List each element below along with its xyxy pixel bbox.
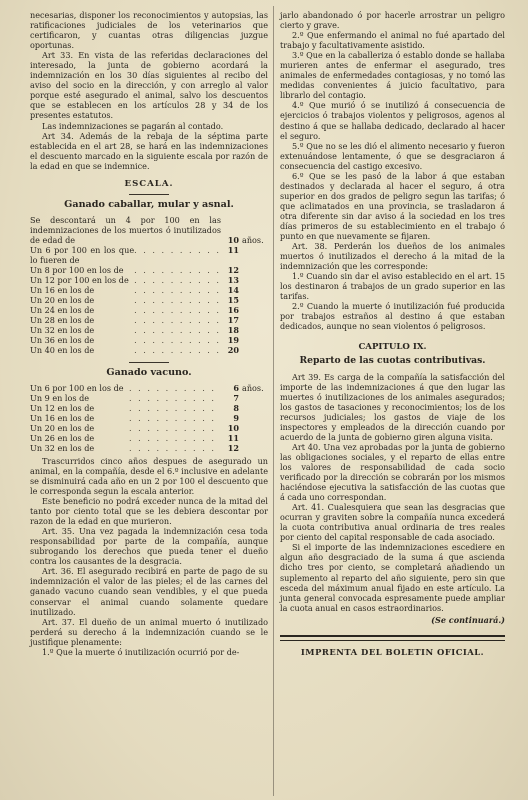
leader-dots: . . . . . . . . . . [134, 285, 221, 296]
paragraph: 2.º Que enfermando el animal no fué apartado del trabajo y facultativamente asistido. [280, 30, 505, 51]
table-cell [239, 413, 268, 423]
leader-dots: . . . . . . . . . . [129, 432, 216, 443]
paragraph: 6.º Que se les pasó de la labor á que estaban destinados y declarada al hacer el seguro, á otra superior en dos grados de peligro segun las tarifas; ó que aclimatados en una provincia, se trasladaron á otra diferente sin dar aviso á la sociedad en los tres días primeros de su establecimiento en el trabajo ó punto en que nuevamente se fijaren. [280, 170, 505, 242]
table-row [30, 325, 268, 335]
divider [129, 362, 169, 363]
leader-dots: . . . . . . . . . . [134, 335, 221, 346]
table-row [30, 433, 268, 443]
scale-table-caballar [30, 215, 268, 245]
article-36: Art. 36. El asegurado recibirá en parte de pago de su indemnización el valor de las pieles; el de las carnes del ganado vacuno cuando sean vendibles, y el que pueda conservar el animal cuando solamente quedare inutilizado. [30, 566, 268, 617]
leader-dots: . . . . . . . . . . [129, 442, 216, 453]
table-row [30, 215, 268, 245]
escala-heading: ESCALA. [124, 178, 174, 189]
table-cell: Un 12 por 100 en los de [30, 275, 129, 286]
ganado-caballar-heading: Ganado caballar, mular y asnal. [64, 198, 234, 210]
chapter-heading: CAPITULO IX. [358, 341, 427, 352]
table-cell: 10 [227, 422, 239, 433]
table-cell: 11 [227, 244, 239, 255]
leader-dots: . . . . . . . . . . [134, 295, 221, 306]
chapter-title: Reparto de las cuotas contributivas. [299, 354, 486, 366]
table-cell [239, 403, 268, 413]
table-row [30, 285, 268, 295]
article-34: Art 34. Además de la rebaja de la séptima parte establecida en el art 28, se hará en las indemnizaciones el descuento marcado en la siguiente escala por razón de la edad en que se indemnice. [30, 130, 268, 171]
table-row [30, 383, 268, 393]
table-cell [239, 423, 268, 433]
table-cell: 12 [227, 265, 239, 276]
leader-dots: . . . . . . . . . . [134, 325, 221, 336]
table-cell [239, 275, 268, 285]
table-cell: años. [242, 382, 264, 393]
leader-dots: . . . . . . . . . . [129, 382, 216, 393]
table-row [30, 443, 268, 453]
table-row [30, 423, 268, 433]
paragraph: Si el importe de las indemnizaciones escediere en algun año desgraciado de la suma á que ascienda dicho tres por ciento, se completará añadiendo un suplemento al reparto del año siguiente, pero sin que esceda del máximum anual fijado en este artículo. La junta general convocada espresamente puede ampliar la cuota anual en casos estraordinarios. [280, 542, 505, 613]
table-cell [239, 443, 268, 453]
table-cell [239, 245, 268, 265]
leader-dots: . . . . . . . . . . [129, 402, 216, 413]
table-cell: Un 16 en los de [30, 412, 95, 423]
table-cell: Un 12 en los de [30, 402, 95, 413]
table-cell: 15 [227, 295, 239, 306]
leader-dots: . . . . . . . . . . [129, 412, 216, 423]
table-cell [239, 325, 268, 335]
table-cell: Un 9 en los de [30, 392, 90, 403]
leader-dots: . . . . . . . . . . [134, 305, 221, 316]
table-row [30, 275, 268, 285]
table-cell: Un 40 en los de [30, 345, 95, 356]
article-40: Art 40. Una vez aprobadas por la junta de gobierno las obligaciones sociales, y el reparto de ellas entre los valores de responsabilidad de cada socio verificado por la dirección se cobrarán por los mismos haciéndose ejecutiva la satisfacción de las cuotas que á cada uno correspondan. [280, 441, 505, 503]
table-cell: 12 [227, 442, 239, 453]
paragraph: 2.º Cuando la muerte ó inutilización fué producida por trabajos estraños al destino á que estaban dedicados, aunque no sean violentos ó peligrosos. [280, 301, 505, 332]
table-row [30, 245, 268, 265]
table-cell: Un 6 por 100 en los que lo fueren de [30, 244, 135, 266]
paragraph: jarlo abandonado ó por hacerle arrostrar un peligro cierto y grave. [280, 10, 505, 31]
table-cell: 19 [227, 335, 239, 346]
article-38: Art. 38. Perderán los dueños de los animales muertos ó inutilizados el derecho á la mitad de la indemnización que les corresponde: [280, 241, 505, 272]
paragraph: 4.º Que murió ó se inutilizó á consecuencia de ejercicios ó trabajos violentos y peligrosos, agenos al destino á que se hallaba dedicado, declarado al hacer el seguro. [280, 100, 505, 141]
table-cell [239, 345, 268, 355]
leader-dots: . . . . . . . . . . [134, 275, 221, 286]
table-cell [239, 285, 268, 295]
paragraph: 3.º Que en la caballeriza ó establo donde se hallaba murieren antes de enfermar el asegurado, tres animales de enfermedades contagiosas, y no tomó las medidas convenientes á juicio facultativo, para librarlo del contagio. [280, 50, 505, 101]
table-cell [239, 393, 268, 403]
table-cell: 7 [233, 392, 239, 403]
ganado-vacuno-heading: Ganado vacuno. [106, 366, 192, 378]
paragraph: necesarias, disponer los reconocimientos y autopsias, las ratificaciones judiciales de los veterinarios que certificaron, y cuantas otras diligencias juzgue oportunas. [30, 10, 268, 51]
table-cell: 14 [227, 285, 239, 296]
article-35: Art. 35. Una vez pagada la indemnización cesa toda responsabilidad por parte de la compañía, aunque subrogando los derechos que pueda tener el dueño contra los causantes de la desgracia. [30, 526, 268, 567]
table-cell: Un 26 en los de [30, 432, 95, 443]
table-row [30, 335, 268, 345]
table-cell: 6 [233, 382, 239, 393]
table-cell: 20 [227, 345, 239, 356]
table-cell [239, 433, 268, 443]
table-cell: Un 16 en los de [30, 285, 95, 296]
table-cell: 8 [233, 402, 239, 413]
article-41: Art. 41. Cualesquiera que sean las desgracias que ocurran y graviten sobre la compañía nunca excederá la cuota contributiva anual ordinaria de tres reales por ciento del capital responsable de cada asociado. [280, 502, 505, 543]
table-cell: 11 [227, 432, 239, 443]
leader-dots: . . . . . . . . . . [129, 392, 216, 403]
article-37: Art. 37. El dueño de un animal muerto ó inutilizado perderá su derecho á la indemnización cuando se le justifique plenamente: [30, 616, 268, 647]
leader-dots: . . . . . . . . . . [134, 244, 221, 255]
article-39: Art 39. Es carga de la compañía la satisfacción del importe de las indemnizaciones á que den lugar las muertes ó inutilizaciones de los animales asegurados; los gastos de tasaciones y reconocimientos; los de los recursos judiciales; los gastos de viaje de los inspectores y empleados de la dirección cuando por acuerdo de la junta de gobierno giren alguna visita. [280, 371, 505, 442]
table-row [30, 345, 268, 355]
table-cell [239, 305, 268, 315]
paragraph: Trascurridos cinco años despues de asegurado un animal, en la compañía, desde el 6.º inclusive en adelante se disminuirá cada año en un 2 por 100 el descuento que le corresponda segun la escala anterior. [30, 455, 268, 497]
scale-table-vacuno [30, 383, 268, 453]
continued-note: (Se continuará.) [431, 614, 505, 625]
table-cell: Se descontará un 4 por 100 en las indemnizaciones de los muertos ó inutilizados de edad de [30, 214, 221, 245]
leader-dots: . . . . . . . . . . [134, 265, 221, 276]
table-row [30, 393, 268, 403]
paragraph: 1.º Que la muerte ó inutilización ocurrió por de- [42, 646, 240, 657]
table-cell [239, 265, 268, 275]
table-cell: Un 20 en los de [30, 422, 95, 433]
table-row [30, 403, 268, 413]
leader-dots: . . . . . . . . . . [134, 315, 221, 326]
paragraph: Este beneficio no podrá exceder nunca de la mitad del tanto por ciento total que se les debiera descontar por razon de la edad en que murieron. [30, 496, 268, 527]
table-cell: Un 32 en los de [30, 442, 95, 453]
table-cell: Un 8 por 100 en los de [30, 265, 124, 276]
paragraph: 5.º Que no se les dió el alimento necesario y fueron extenuándose lentamente, ó que se desgraciaron á consecuencia del castigo excesivo. [280, 140, 505, 171]
table-cell [239, 295, 268, 305]
table-cell: 9 [233, 412, 239, 423]
table-row [30, 413, 268, 423]
table-cell: Un 32 en los de [30, 325, 95, 336]
right-column [280, 10, 505, 657]
table-row [30, 265, 268, 275]
column-divider [273, 6, 274, 796]
table-cell: años. [242, 234, 264, 245]
left-column [30, 10, 268, 657]
table-cell: Un 28 en los de [30, 315, 95, 326]
table-row [30, 295, 268, 305]
leader-dots: . . . . . . . . . . [134, 345, 221, 356]
scale-table-caballar-rows [30, 245, 268, 356]
table-cell: Un 6 por 100 en los de [30, 382, 124, 393]
table-cell: 10 [227, 234, 239, 245]
table-row [30, 315, 268, 325]
divider [280, 635, 505, 637]
table-cell [239, 315, 268, 325]
table-cell: 13 [227, 275, 239, 286]
table-cell: 16 [227, 305, 239, 316]
divider [280, 640, 505, 641]
paragraph: Las indemnizaciones se pagarán al contado. [42, 120, 224, 131]
table-row [30, 305, 268, 315]
leader-dots: . . . . . . . . . . [129, 422, 216, 433]
table-cell: 17 [227, 315, 239, 326]
paragraph: 1.º Cuando sin dar el aviso establecido en el art. 15 los destinaron á trabajos de un grado superior en las tarifas. [280, 271, 505, 302]
article-33: Art 33. En vista de las referidas declaraciones del interesado, la junta de gobierno acordará la indemnización en los 30 días siguientes al recibo del aviso del socio en la dirección, y con arreglo al valor porque esté asegurado el animal, salvo los descuentos que se establecen en los artículos 28 y 34 de los presentes estatutos. [30, 50, 268, 121]
table-cell: Un 20 en los de [30, 295, 95, 306]
divider [129, 194, 169, 195]
table-cell: Un 36 en los de [30, 335, 95, 346]
table-cell: Un 24 en los de [30, 305, 95, 316]
table-cell [239, 335, 268, 345]
table-cell: 18 [227, 325, 239, 336]
imprint-line: IMPRENTA DEL BOLETIN OFICIAL. [300, 646, 485, 657]
